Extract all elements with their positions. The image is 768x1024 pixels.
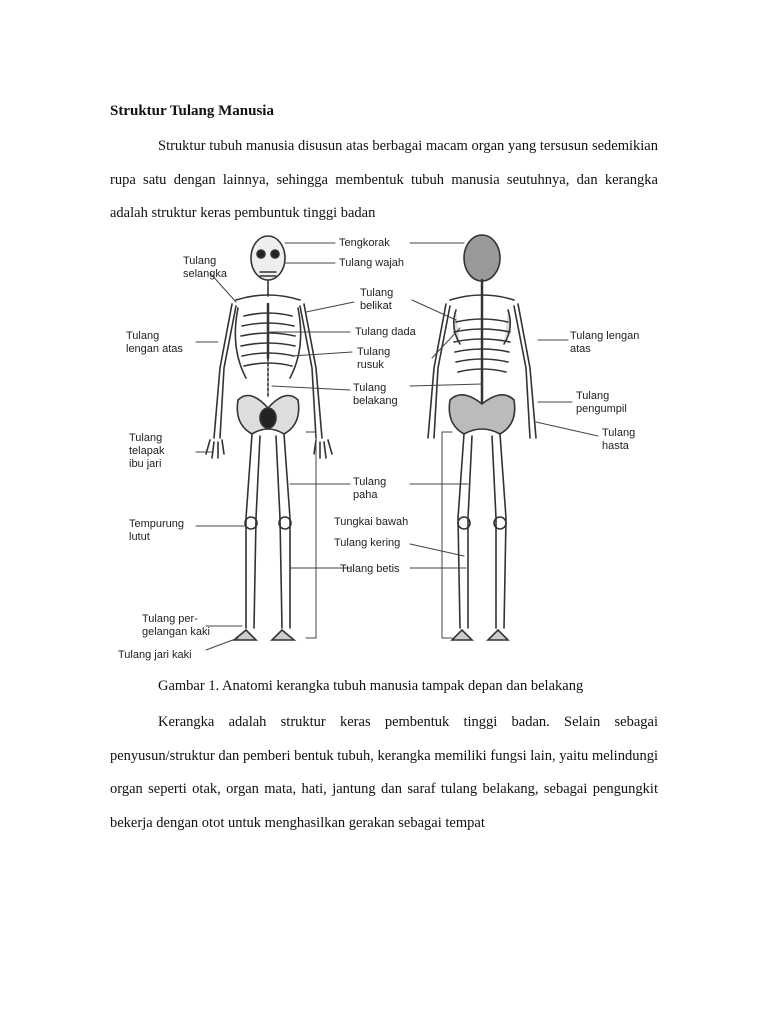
label-tulang-hasta: Tulang hasta xyxy=(602,427,636,452)
label-tungkai-bawah: Tungkai bawah xyxy=(334,516,409,528)
skeleton-figure xyxy=(110,228,670,668)
figure-caption: Gambar 1. Anatomi kerangka tubuh manusia tampak depan dan belakang xyxy=(158,678,584,694)
label-tulang-kering: Tulang kering xyxy=(334,537,401,549)
label-tulang-rusuk: Tulang rusuk xyxy=(357,346,391,371)
label-tulang-telapak-ibu-jari: Tulang telapak ibu jari xyxy=(129,432,165,470)
section-heading: Struktur Tulang Manusia xyxy=(110,103,274,119)
label-tulang-pergelangan-kaki: Tulang per- gelangan kaki xyxy=(142,613,210,638)
front-skeleton xyxy=(206,236,332,640)
label-tulang-pengumpil: Tulang pengumpil xyxy=(576,390,627,415)
label-tulang-selangka: Tulang selangka xyxy=(183,255,228,280)
label-tempurung-lutut: Tempurung lutut xyxy=(129,518,185,543)
label-tulang-lengan-atas-back: Tulang lengan atas xyxy=(570,330,640,355)
label-tengkorak: Tengkorak xyxy=(339,237,390,249)
leader-lines xyxy=(196,243,598,650)
label-tulang-jari-kaki: Tulang jari kaki xyxy=(118,649,192,661)
body-paragraph: Kerangka adalah struktur keras pembentuk tinggi badan. Selain sebagai penyusun/struktur dan pemberi bentuk tubuh, kerangka memiliki fungsi lain, yaitu melindungi organ seperti otak, organ mata, hati, jantung dan saraf tulang belakang, sebagai pengungkit bekerja dengan otot untuk menghasilkan gerakan sebagai tempat xyxy=(110,714,658,831)
label-tulang-wajah: Tulang wajah xyxy=(339,257,405,269)
intro-paragraph: Struktur tubuh manusia disusun atas berbagai macam organ yang tersusun sedemikian rupa satu dengan lainnya, sehingga membentuk tubuh manusia seutuhnya, dan kerangka adalah struktur keras pembuntuk tinggi badan xyxy=(110,138,658,221)
back-skeleton xyxy=(428,235,536,640)
label-tulang-belakang: Tulang belakang xyxy=(353,382,398,407)
label-tulang-betis: Tulang betis xyxy=(340,563,400,575)
label-tulang-belikat: Tulang belikat xyxy=(360,287,394,312)
label-tulang-paha: Tulang paha xyxy=(353,476,387,501)
label-tulang-dada: Tulang dada xyxy=(355,326,416,338)
label-tulang-lengan-atas-front: Tulang lengan atas xyxy=(126,330,183,355)
